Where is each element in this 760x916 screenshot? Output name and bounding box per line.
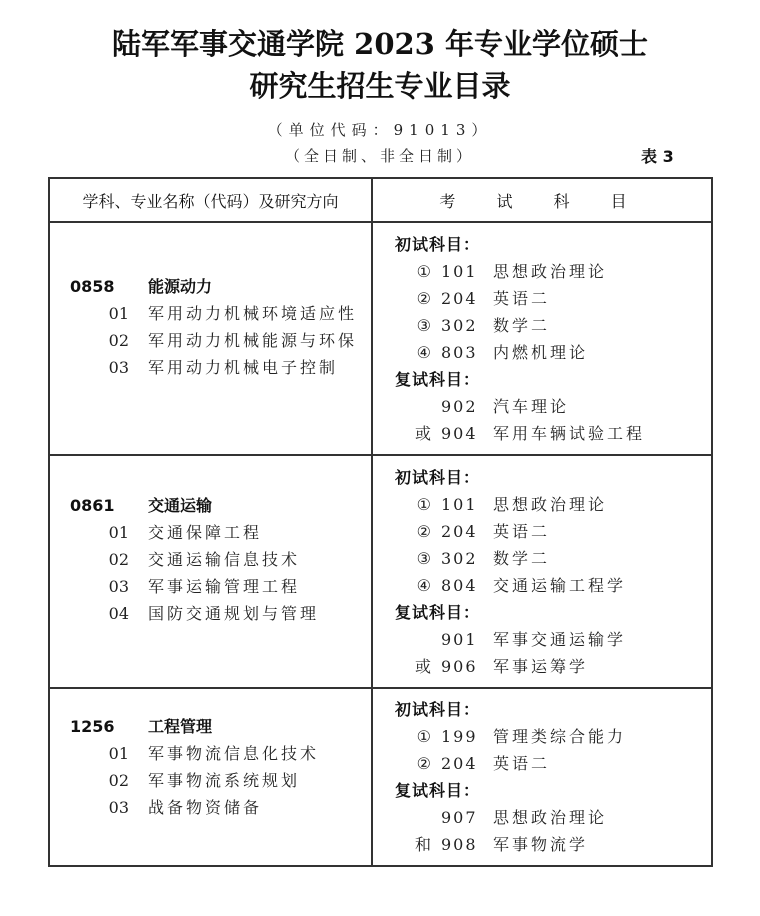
exam-cell — [372, 222, 712, 455]
prelim-label: 初试科目： — [395, 467, 481, 487]
subject-item: 或 904 军用车辆试验工程 — [414, 423, 646, 443]
subject-item: ① 101 思想政治理论 — [416, 261, 608, 281]
direction-item: 02 交通运输信息技术 — [108, 550, 301, 569]
document-title-line1: 陆军军事交通学院 2023 年专业学位硕士 — [112, 27, 648, 61]
major-name: 能源动力 — [148, 276, 213, 296]
table-row — [49, 455, 712, 688]
direction-item: 03 军事运输管理工程 — [108, 577, 301, 596]
subject-item: 和 908 军事物流学 — [414, 835, 589, 854]
subject-item: 或 906 军事运筹学 — [414, 656, 589, 676]
subject-item: ① 101 思想政治理论 — [416, 494, 608, 514]
exam-cell — [372, 455, 712, 688]
major-heading — [50, 492, 371, 519]
major-heading — [50, 713, 371, 740]
subject-item: ④ 804 交通运输工程学 — [416, 575, 627, 595]
direction-item: 02 军用动力机械能源与环保 — [108, 330, 358, 350]
direction-item: 04 国防交通规划与管理 — [108, 604, 320, 623]
subject-item: ② 204 英语二 — [416, 521, 551, 541]
table-header-row — [49, 178, 712, 222]
major-name: 工程管理 — [148, 717, 213, 736]
major-heading — [50, 273, 371, 300]
direction-item: 02 军事物流系统规划 — [108, 771, 301, 790]
direction-item: 03 军用动力机械电子控制 — [108, 357, 339, 377]
direction-item: 01 军事物流信息化技术 — [108, 744, 320, 763]
catalog-table — [48, 177, 713, 867]
subject-item: ② 204 英语二 — [416, 288, 551, 308]
subject-item: ④ 803 内燃机理论 — [416, 342, 589, 362]
exam-cell — [372, 688, 712, 866]
subject-item: ③ 302 数学二 — [416, 315, 551, 335]
subject-item: 902 汽车理论 — [441, 396, 570, 416]
major-cell — [49, 688, 372, 866]
subject-item: ② 204 英语二 — [416, 754, 551, 773]
direction-item: 03 战备物资储备 — [108, 798, 263, 817]
major-code: 0861 — [70, 496, 115, 515]
direction-item: 01 交通保障工程 — [108, 523, 263, 542]
major-code: 0858 — [70, 276, 115, 296]
table-row — [49, 222, 712, 455]
document-title-line2: 研究生招生专业目录 — [249, 69, 511, 103]
retest-label: 复试科目： — [395, 781, 481, 800]
major-name: 交通运输 — [148, 496, 213, 515]
retest-label: 复试科目： — [395, 602, 481, 622]
major-cell — [49, 455, 372, 688]
retest-label: 复试科目： — [395, 369, 481, 389]
subject-item: ① 199 管理类综合能力 — [416, 727, 627, 746]
subject-item: ③ 302 数学二 — [416, 548, 551, 568]
direction-item: 01 军用动力机械环境适应性 — [108, 303, 358, 323]
header-major: 学科、专业名称（代码）及研究方向 — [49, 178, 372, 222]
table-number: 表 3 — [641, 147, 674, 166]
unit-code: （单位代码：91013） — [267, 121, 493, 139]
subject-item: 907 思想政治理论 — [441, 808, 608, 827]
major-code: 1256 — [70, 717, 115, 736]
subject-item: 901 军事交通运输学 — [441, 629, 627, 649]
prelim-label: 初试科目： — [395, 700, 481, 719]
table-row — [49, 688, 712, 866]
study-mode: （全日制、非全日制） — [284, 147, 475, 165]
prelim-label: 初试科目： — [395, 234, 481, 254]
major-cell — [49, 222, 372, 455]
header-exam-subjects: 考 试 科 目 — [372, 178, 712, 222]
